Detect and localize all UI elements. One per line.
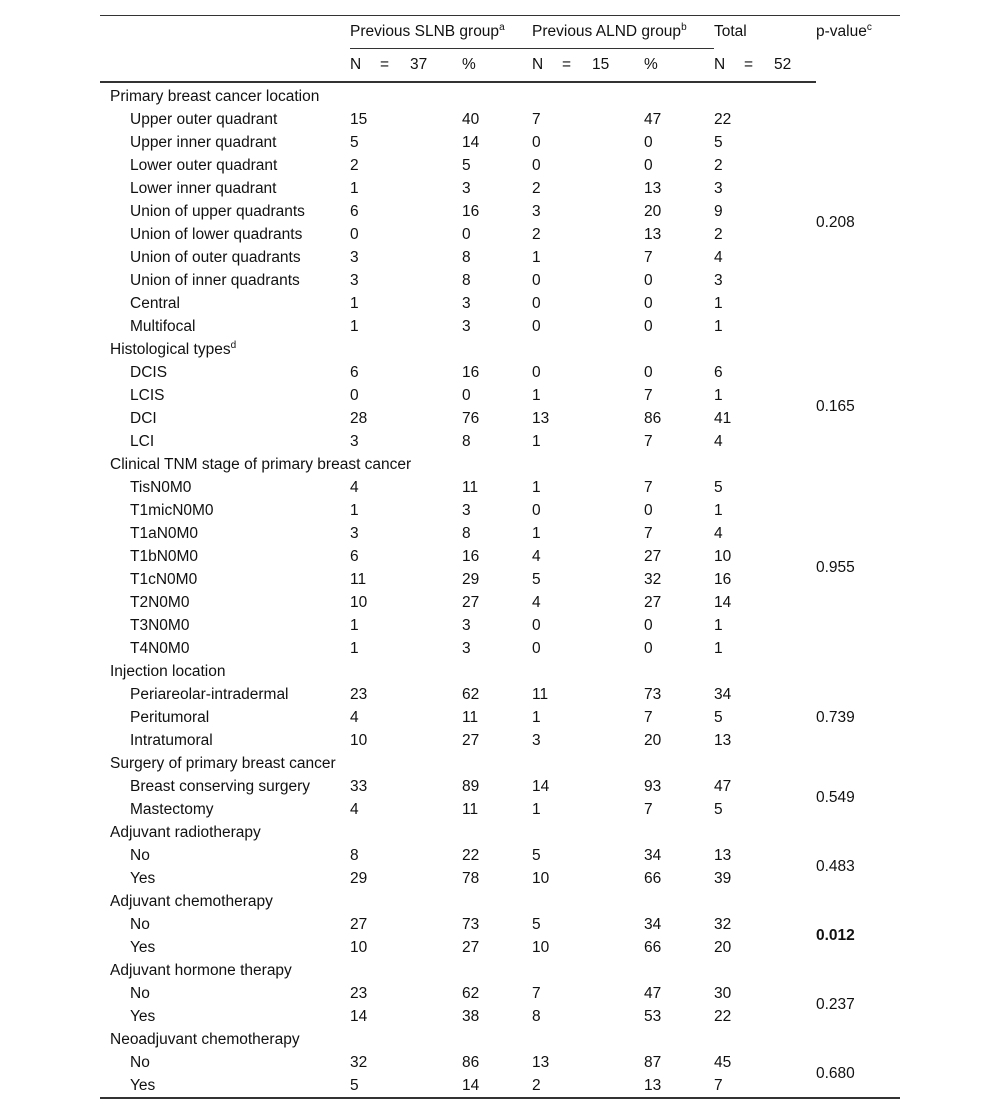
row-label: Union of outer quadrants [130,248,301,266]
alnd-n-cell: 13 [532,409,550,427]
table-row [100,798,900,821]
alnd-pct-cell: 32 [644,570,662,588]
row-label: Union of upper quadrants [130,202,305,220]
slnb-pct-cell: 62 [462,984,480,1002]
footnote-marker: d [230,339,237,351]
alnd-n-cell: 2 [532,225,541,243]
row-label: Union of inner quadrants [130,271,300,289]
section-header-row [100,82,900,108]
alnd-n-cell: 5 [532,915,541,933]
slnb-pct-cell: 16 [462,202,480,220]
slnb-n-cell: 1 [350,639,359,657]
row-label: Mastectomy [130,800,214,818]
section-header-row [100,821,900,844]
alnd-n-cell: 4 [532,547,541,565]
slnb-pct-cell: 38 [462,1007,480,1025]
slnb-n-cell: 4 [350,478,359,496]
pvalue-cell: 0.483 [816,858,855,875]
slnb-pct-cell: 8 [462,432,471,450]
slnb-pct-cell: 27 [462,731,480,749]
total-cell: 45 [714,1053,732,1071]
table-row [100,499,900,522]
row-label: Central [130,294,180,312]
alnd-n-cell: 4 [532,593,541,611]
alnd-n-cell: 1 [532,432,541,450]
slnb-pct-cell: 29 [462,570,480,588]
slnb-pct-cell: 16 [462,547,480,565]
slnb-n-cell: 32 [350,1053,368,1071]
alnd-pct-cell: 93 [644,777,662,795]
total-cell: 1 [714,639,723,657]
total-cell: 13 [714,846,732,864]
alnd-n-cell: 0 [532,639,541,657]
total-cell: 4 [714,524,723,542]
table-row [100,407,900,430]
alnd-pct-cell: 20 [644,202,662,220]
slnb-pct-cell: 0 [462,386,471,404]
total-cell: 3 [714,271,723,289]
section-title: Injection location [110,662,226,680]
table-row [100,591,900,614]
section-title: Surgery of primary breast cancer [110,754,336,772]
slnb-n-cell: 1 [350,317,359,335]
alnd-pct-cell: 7 [644,800,653,818]
alnd-n-cell: 10 [532,938,550,956]
total-cell: 16 [714,570,732,588]
slnb-n-cell: 28 [350,409,368,427]
alnd-pct-cell: 34 [644,915,662,933]
slnb-n-cell: 3 [350,248,359,266]
slnb-pct-cell: 3 [462,294,471,312]
slnb-n-cell: 10 [350,938,368,956]
table-row [100,936,900,959]
alnd-n-cell: 7 [532,110,541,128]
slnb-n-cell: 3 [350,432,359,450]
section-title: Adjuvant radiotherapy [110,823,261,841]
alnd-n-cell: 1 [532,800,541,818]
table-row [100,1074,900,1098]
row-label: T1aN0M0 [130,524,199,542]
table-row [100,200,900,223]
alnd-pct-cell: 34 [644,846,662,864]
table-row [100,315,900,338]
total-cell: 47 [714,777,732,795]
row-label: Intratumoral [130,731,213,749]
total-cell: 14 [714,593,732,611]
alnd-n-cell: 1 [532,478,541,496]
pvalue-cell: 0.955 [816,559,855,576]
table-row [100,384,900,407]
section-header-row [100,959,900,982]
row-label: Yes [130,1076,156,1094]
row-label: Yes [130,938,156,956]
total-cell: 6 [714,363,723,381]
data-table [100,15,900,1099]
slnb-pct-cell: 76 [462,409,480,427]
row-label: T1micN0M0 [130,501,214,519]
alnd-n-cell: 0 [532,363,541,381]
alnd-pct-cell: 7 [644,432,653,450]
alnd-pct-cell: 86 [644,409,662,427]
slnb-n-cell: 6 [350,547,359,565]
slnb-n-cell: 11 [350,570,367,588]
alnd-pct-cell: 73 [644,685,662,703]
alnd-n-cell: 0 [532,294,541,312]
row-label: Breast conserving surgery [130,777,311,795]
slnb-n-cell: 6 [350,202,359,220]
total-cell: 1 [714,294,723,312]
total-cell: 2 [714,225,723,243]
alnd-n-cell: 0 [532,271,541,289]
row-label: T2N0M0 [130,593,190,611]
table-row [100,246,900,269]
slnb-n-cell: 1 [350,294,359,312]
alnd-n-cell: 2 [532,1076,541,1094]
slnb-n-cell: 8 [350,846,359,864]
table-row [100,154,900,177]
slnb-n-cell: 23 [350,984,368,1002]
slnb-pct-cell: 3 [462,179,471,197]
total-cell: 3 [714,179,723,197]
total-header: Total [714,23,747,41]
total-cell: 5 [714,800,723,818]
slnb-pct-cell: 11 [462,800,479,818]
slnb-pct-cell: 0 [462,225,471,243]
alnd-pct-cell: 0 [644,156,653,174]
alnd-pct-cell: 0 [644,317,653,335]
table-row [100,522,900,545]
alnd-pct-cell: 66 [644,938,662,956]
section-header-row [100,453,900,476]
table-row [100,706,900,729]
slnb-pct-cell: 73 [462,915,480,933]
alnd-pct-cell: 0 [644,363,653,381]
total-n-header: N = 52 [714,49,816,83]
slnb-pct-cell: 40 [462,110,480,128]
alnd-n-cell: 1 [532,524,541,542]
total-cell: 4 [714,248,723,266]
alnd-n-cell: 1 [532,386,541,404]
section-header-row [100,752,900,775]
alnd-pct-cell: 47 [644,984,662,1002]
pvalue-header: p-value$^c$ [816,21,872,40]
row-label: Periareolar-intradermal [130,685,289,703]
alnd-n-cell: 7 [532,984,541,1002]
row-label: DCIS [130,363,168,381]
table-header [100,16,900,83]
pvalue-cell: 0.012 [816,927,855,944]
table-row [100,177,900,200]
table-row [100,637,900,660]
table-row [100,361,900,384]
alnd-n-cell: 8 [532,1007,541,1025]
table-body [100,82,900,1098]
total-cell: 39 [714,869,732,887]
alnd-pct-cell: 27 [644,547,662,565]
slnb-n-cell: 2 [350,156,359,174]
pvalue-cell: 0.237 [816,996,855,1013]
slnb-pct-cell: 3 [462,639,471,657]
table-row [100,982,900,1005]
alnd-n-cell: 14 [532,777,550,795]
slnb-pct-header: % [462,49,532,83]
alnd-pct-header: % [644,49,714,83]
slnb-pct-cell: 8 [462,248,471,266]
slnb-n-cell: 1 [350,501,359,519]
row-label: No [130,984,150,1002]
alnd-pct-cell: 7 [644,708,653,726]
slnb-n-cell: 4 [350,708,359,726]
slnb-n-cell: 27 [350,915,368,933]
alnd-n-cell: 3 [532,731,541,749]
total-cell: 7 [714,1076,723,1094]
section-title: Neoadjuvant chemotherapy [110,1030,300,1048]
slnb-pct-cell: 8 [462,524,471,542]
slnb-pct-cell: 11 [462,708,479,726]
table-row [100,545,900,568]
row-label: T1bN0M0 [130,547,199,565]
section-header-row [100,338,900,361]
slnb-n-cell: 14 [350,1007,368,1025]
pvalue-cell: 0.208 [816,214,855,231]
alnd-pct-cell: 0 [644,639,653,657]
alnd-n-cell: 1 [532,248,541,266]
table-row [100,292,900,315]
slnb-pct-cell: 27 [462,938,480,956]
alnd-pct-cell: 66 [644,869,662,887]
pvalue-cell: 0.680 [816,1065,855,1082]
total-cell: 1 [714,317,723,335]
alnd-pct-cell: 20 [644,731,662,749]
slnb-pct-cell: 5 [462,156,471,174]
table-row [100,1051,900,1074]
alnd-n-cell: 0 [532,501,541,519]
total-cell: 1 [714,501,723,519]
alnd-n-cell: 0 [532,156,541,174]
total-cell: 5 [714,133,723,151]
row-label: No [130,915,150,933]
row-label: Lower outer quadrant [130,156,278,174]
alnd-pct-cell: 87 [644,1053,662,1071]
alnd-pct-cell: 13 [644,225,662,243]
slnb-pct-cell: 3 [462,317,471,335]
table-row [100,614,900,637]
slnb-pct-cell: 16 [462,363,480,381]
total-cell: 1 [714,386,723,404]
table-row [100,844,900,867]
total-cell: 5 [714,478,723,496]
slnb-pct-cell: 14 [462,1076,480,1094]
slnb-n-cell: 4 [350,800,359,818]
row-label: Union of lower quadrants [130,225,303,243]
table-row [100,430,900,453]
alnd-pct-cell: 0 [644,133,653,151]
section-title: Histological types$^d$ [110,339,237,358]
alnd-n-cell: 11 [532,685,549,703]
alnd-n-cell: 10 [532,869,550,887]
table-row [100,867,900,890]
row-label: Lower inner quadrant [130,179,277,197]
row-label: No [130,846,150,864]
table-row [100,1005,900,1028]
alnd-n-cell: 13 [532,1053,550,1071]
slnb-n-cell: 5 [350,1076,359,1094]
alnd-pct-cell: 7 [644,524,653,542]
alnd-n-cell: 3 [532,202,541,220]
alnd-pct-cell: 0 [644,616,653,634]
table-row [100,269,900,292]
pvalue-cell: 0.165 [816,398,855,415]
table-row [100,476,900,499]
slnb-n-cell: 3 [350,271,359,289]
slnb-pct-cell: 3 [462,501,471,519]
total-cell: 9 [714,202,723,220]
alnd-group-header: Previous ALND group$^b$ [532,16,714,49]
slnb-pct-cell: 3 [462,616,471,634]
total-cell: 1 [714,616,723,634]
row-label: T1cN0M0 [130,570,198,588]
section-header-row [100,660,900,683]
total-cell: 30 [714,984,732,1002]
row-label: T4N0M0 [130,639,190,657]
alnd-pct-cell: 13 [644,179,662,197]
total-cell: 32 [714,915,732,933]
alnd-pct-cell: 7 [644,386,653,404]
total-cell: 41 [714,409,732,427]
alnd-pct-cell: 0 [644,501,653,519]
slnb-pct-cell: 62 [462,685,480,703]
table-row [100,913,900,936]
slnb-n-cell: 10 [350,731,368,749]
alnd-pct-cell: 53 [644,1007,662,1025]
row-label: LCI [130,432,155,450]
alnd-pct-cell: 7 [644,248,653,266]
alnd-pct-cell: 0 [644,294,653,312]
slnb-n-cell: 1 [350,179,359,197]
pvalue-cell: 0.739 [816,708,855,726]
section-title: Adjuvant hormone therapy [110,961,292,979]
slnb-n-header: N = 37 [350,49,462,83]
total-cell: 10 [714,547,732,565]
slnb-pct-cell: 78 [462,869,480,887]
row-label: TisN0M0 [130,478,192,496]
alnd-pct-cell: 47 [644,110,662,128]
section-title: Primary breast cancer location [110,87,320,105]
row-label: DCI [130,409,157,427]
slnb-n-cell: 29 [350,869,368,887]
table-row [100,131,900,154]
slnb-n-cell: 23 [350,685,368,703]
row-label: LCIS [130,386,165,404]
slnb-n-cell: 15 [350,110,368,128]
alnd-n-cell: 0 [532,133,541,151]
table-row [100,683,900,706]
slnb-pct-cell: 11 [462,478,479,496]
row-label: Upper inner quadrant [130,133,277,151]
alnd-n-cell: 0 [532,317,541,335]
slnb-pct-cell: 86 [462,1053,480,1071]
alnd-pct-cell: 7 [644,478,653,496]
total-cell: 4 [714,432,723,450]
row-label: Multifocal [130,317,196,335]
alnd-pct-cell: 0 [644,271,653,289]
total-cell: 2 [714,156,723,174]
alnd-n-cell: 5 [532,570,541,588]
table-row [100,108,900,131]
slnb-n-cell: 0 [350,225,359,243]
slnb-group-header: Previous SLNB group$^a$ [350,16,532,49]
alnd-n-cell: 1 [532,708,541,726]
slnb-pct-cell: 89 [462,777,480,795]
alnd-n-header: N = 15 [532,49,644,83]
alnd-n-cell: 2 [532,179,541,197]
section-header-row [100,890,900,913]
total-cell: 22 [714,110,732,128]
slnb-pct-cell: 14 [462,133,480,151]
section-header-row [100,1028,900,1051]
section-title: Adjuvant chemotherapy [110,892,273,910]
pvalue-cell: 0.549 [816,789,855,806]
row-label: Yes [130,1007,156,1025]
table-row [100,223,900,246]
slnb-n-cell: 3 [350,524,359,542]
row-label: Yes [130,869,156,887]
slnb-n-cell: 10 [350,593,368,611]
section-title: Clinical TNM stage of primary breast cancer [110,455,412,473]
alnd-n-cell: 0 [532,616,541,634]
total-cell: 22 [714,1007,732,1025]
slnb-pct-cell: 8 [462,271,471,289]
total-cell: 5 [714,708,723,726]
alnd-pct-cell: 13 [644,1076,662,1094]
slnb-n-cell: 1 [350,616,359,634]
table-row [100,729,900,752]
slnb-n-cell: 6 [350,363,359,381]
row-label: Upper outer quadrant [130,110,278,128]
table-row [100,775,900,798]
alnd-n-cell: 5 [532,846,541,864]
slnb-pct-cell: 22 [462,846,480,864]
slnb-n-cell: 5 [350,133,359,151]
slnb-pct-cell: 27 [462,593,480,611]
table-row [100,568,900,591]
row-label: Peritumoral [130,708,210,726]
total-cell: 13 [714,731,732,749]
slnb-n-cell: 33 [350,777,368,795]
total-cell: 34 [714,685,732,703]
total-cell: 20 [714,938,732,956]
alnd-pct-cell: 27 [644,593,662,611]
row-label: No [130,1053,150,1071]
slnb-n-cell: 0 [350,386,359,404]
row-label: T3N0M0 [130,616,190,634]
